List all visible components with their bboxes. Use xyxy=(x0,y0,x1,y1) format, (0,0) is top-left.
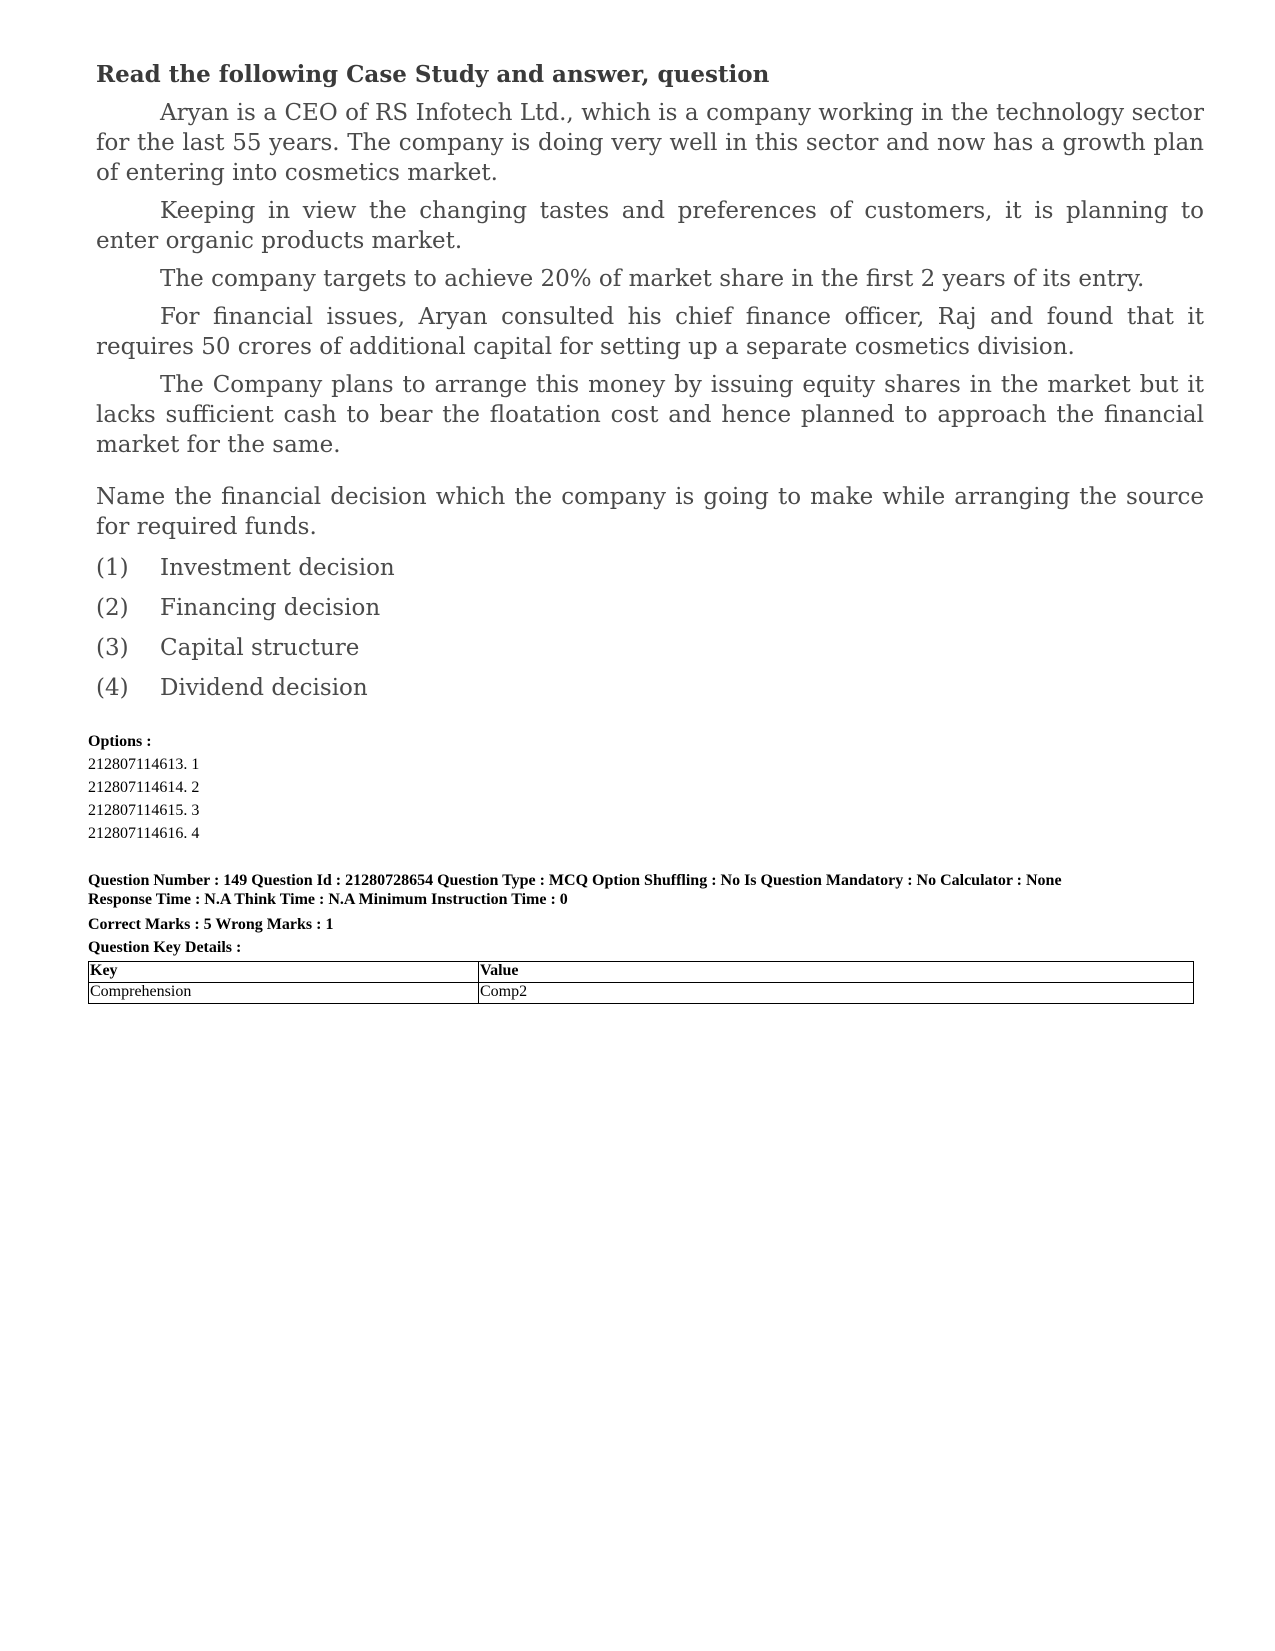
choice-number: (1) xyxy=(96,555,129,581)
option-id: 212807114614. 2 xyxy=(88,779,200,796)
option-id: 212807114616. 4 xyxy=(88,825,200,842)
choice-item xyxy=(96,668,1204,708)
choice-text: Capital structure xyxy=(160,635,360,661)
option-id: 212807114613. 1 xyxy=(88,756,200,773)
table-header-key: Key xyxy=(89,962,479,983)
table-header-row xyxy=(89,962,1194,983)
case-study-paragraph: Aryan is a CEO of RS Infotech Ltd., which is a company working in the technology sector for the last 55 years. The company is doing very well in this sector and now has a growth plan of entering into cosmetics market. xyxy=(96,100,1204,186)
options-label: Options : xyxy=(88,733,152,750)
table-cell: Comprehension xyxy=(89,983,479,1004)
key-details-label: Question Key Details : xyxy=(88,939,242,956)
choice-text: Dividend decision xyxy=(160,675,368,701)
choice-item xyxy=(96,588,1204,628)
choice-item xyxy=(96,548,1204,588)
table-header-value: Value xyxy=(479,962,1194,983)
key-details-table xyxy=(88,961,1194,1004)
question-info-line: Response Time : N.A Think Time : N.A Minimum Instruction Time : 0 xyxy=(88,891,568,908)
marks-info: Correct Marks : 5 Wrong Marks : 1 xyxy=(88,916,334,933)
question-metadata xyxy=(88,730,1198,1004)
question-info-line: Question Number : 149 Question Id : 21280728654 Question Type : MCQ Option Shuffling : No Is Question Mandatory : No Calculator : None xyxy=(88,872,1062,889)
table-cell: Comp2 xyxy=(479,983,1194,1004)
case-study-paragraph: The Company plans to arrange this money by issuing equity shares in the market but it lacks sufficient cash to bear the floatation cost and hence planned to approach the financial market for the same. xyxy=(96,372,1204,458)
case-study-heading: Read the following Case Study and answer, question xyxy=(96,61,770,88)
choice-text: Investment decision xyxy=(160,555,395,581)
choice-text: Financing decision xyxy=(160,595,381,621)
table-row xyxy=(89,983,1194,1004)
choice-item xyxy=(96,628,1204,668)
choice-number: (2) xyxy=(96,595,129,621)
question-text: Name the financial decision which the company is going to make while arranging the source for required funds. xyxy=(96,484,1204,540)
choice-number: (3) xyxy=(96,635,129,661)
case-study-paragraph: For financial issues, Aryan consulted his chief finance officer, Raj and found that it requires 50 crores of additional capital for setting up a separate cosmetics division. xyxy=(96,304,1204,360)
case-study-paragraph: Keeping in view the changing tastes and preferences of customers, it is planning to enter organic products market. xyxy=(96,198,1204,254)
option-id: 212807114615. 3 xyxy=(88,802,200,819)
choice-number: (4) xyxy=(96,675,129,701)
case-study-image xyxy=(96,60,1204,708)
case-study-paragraph: The company targets to achieve 20% of market share in the first 2 years of its entry. xyxy=(160,266,1145,292)
